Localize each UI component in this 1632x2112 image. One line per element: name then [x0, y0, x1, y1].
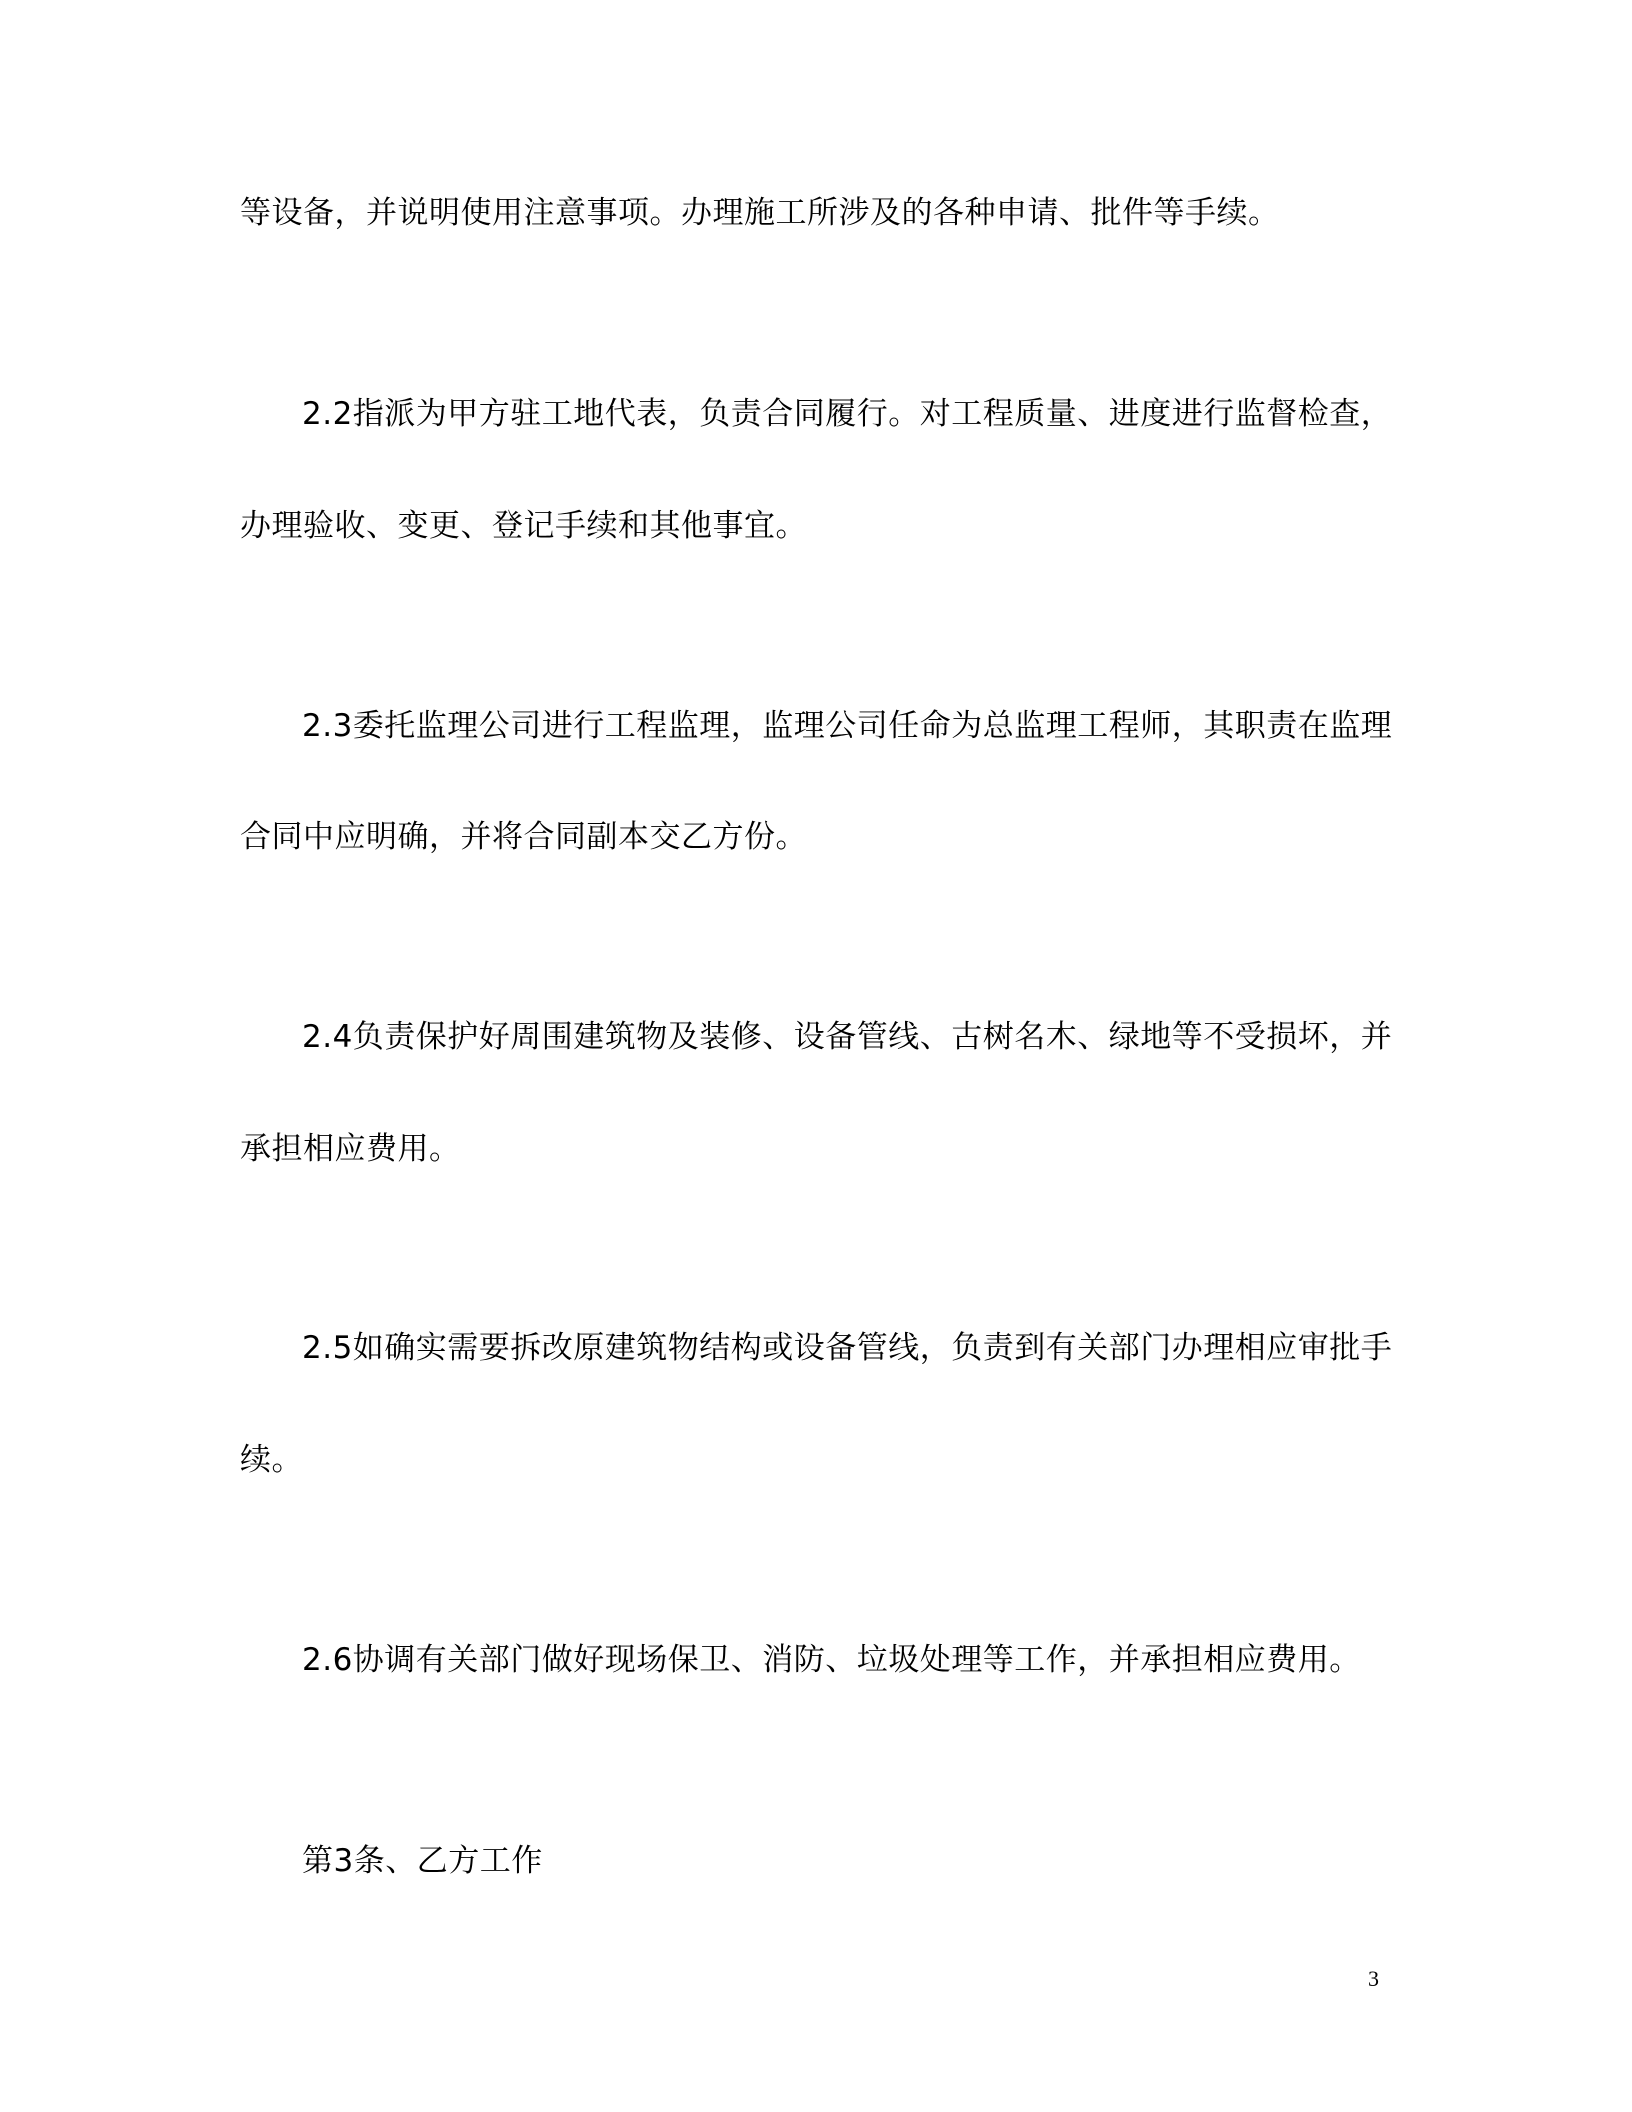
clause-2-5-line-2: 续。	[240, 1442, 303, 1478]
clause-2-4-line-2: 承担相应费用。	[240, 1131, 461, 1167]
clause-2-6-line-1: 2.6协调有关部门做好现场保卫、消防、垃圾处理等工作，并承担相应费用。	[302, 1642, 1361, 1678]
clause-2-4-line-1: 2.4负责保护好周围建筑物及装修、设备管线、古树名木、绿地等不受损坏，并	[302, 1019, 1393, 1055]
clause-2-3-line-2: 合同中应明确，并将合同副本交乙方份。	[240, 819, 807, 855]
clause-2-2-line-1: 2.2指派为甲方驻工地代表，负责合同履行。对工程质量、进度进行监督检查，	[302, 396, 1393, 432]
clause-2-5-line-1: 2.5如确实需要拆改原建筑物结构或设备管线，负责到有关部门办理相应审批手	[302, 1330, 1393, 1366]
paragraph-continuation-line-1: 等设备，并说明使用注意事项。办理施工所涉及的各种申请、批件等手续。	[240, 195, 1280, 231]
clause-2-2-line-2: 办理验收、变更、登记手续和其他事宜。	[240, 508, 807, 544]
article-3-heading: 第3条、乙方工作	[302, 1843, 543, 1879]
clause-2-3-line-1: 2.3委托监理公司进行工程监理，监理公司任命为总监理工程师，其职责在监理	[302, 708, 1393, 744]
page-number: 3	[1368, 1966, 1379, 1991]
